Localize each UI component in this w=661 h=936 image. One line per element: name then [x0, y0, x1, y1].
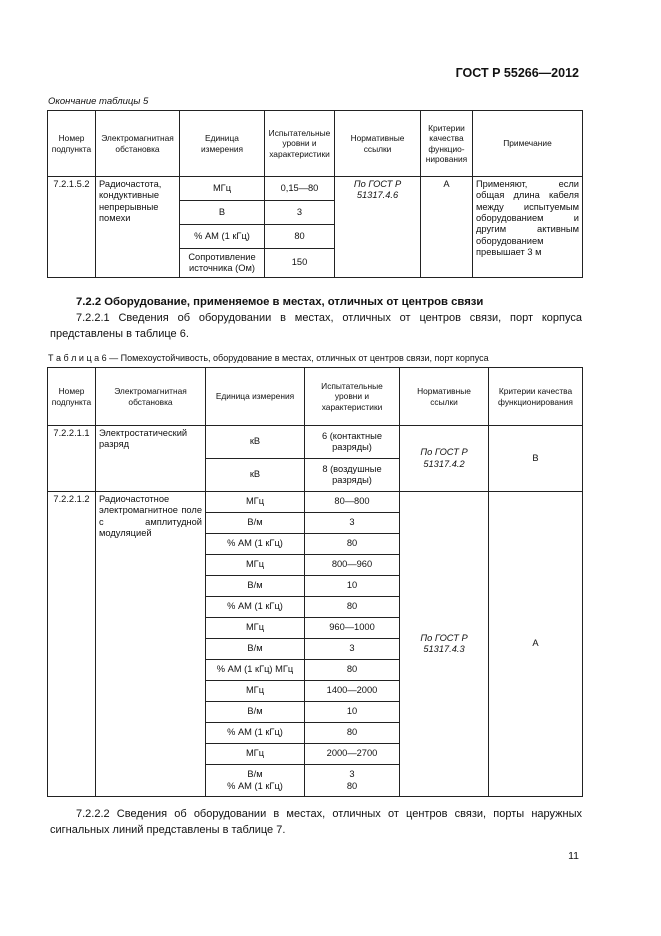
paragraph-7-2-2-2: 7.2.2.2 Сведения об оборудовании в местах, отличных от центров связи, порты наружных сигнальных линий представлены в таблице 7.: [50, 808, 582, 836]
t6-r2-unit: В/м: [206, 576, 305, 597]
table6-caption: Т а б л и ц а 6 — Помехоустойчивость, оборудование в местах, отличных от центров связи, порт корпуса: [48, 353, 489, 363]
t5-level-cell: 0,15—80: [265, 177, 335, 201]
t6-r2-level: 80—800: [305, 492, 400, 513]
t6-r2-unit: МГц: [206, 618, 305, 639]
t5-col-criteria: Критерии качества функцио-нирования: [421, 111, 473, 177]
t5-level-cell: 3: [265, 201, 335, 225]
table5-header-row: [48, 111, 583, 177]
t5-level-cell: 80: [265, 225, 335, 249]
t6-r2-unit: % АМ (1 кГц): [206, 723, 305, 744]
t6-r2-number: 7.2.2.1.2: [48, 492, 96, 797]
t6-r1-unit: кВ: [206, 459, 305, 492]
t5-col-levels: Испытательные уровни и характеристики: [265, 111, 335, 177]
t6-r2-level: 80: [305, 723, 400, 744]
t5-level-cell: 150: [265, 249, 335, 278]
t6-r2-level: 10: [305, 576, 400, 597]
t6-r1-level: 6 (контактные разряды): [305, 426, 400, 459]
t6-col-environment: Электромагнитная обстановка: [96, 368, 206, 426]
t5-reference-cell: По ГОСТ Р 51317.4.6: [335, 177, 421, 278]
t6-r2-level: 800—960: [305, 555, 400, 576]
t5-unit-cell: В: [180, 201, 265, 225]
t6-r1-environment: Электростатический разряд: [96, 426, 206, 492]
table-row: [48, 426, 583, 459]
t6-r1-level: 8 (воздушные разряды): [305, 459, 400, 492]
table5-continuation-label: Окончание таблицы 5: [48, 96, 149, 107]
t6-r2-level: 3: [305, 513, 400, 534]
t5-environment-cell: Радиочастота, кондуктивные непрерывные помехи: [96, 177, 180, 278]
t5-criteria-cell: А: [421, 177, 473, 278]
t6-r1-number: 7.2.2.1.1: [48, 426, 96, 492]
t5-col-environment: Электромагнитная обстановка: [96, 111, 180, 177]
t6-r2-reference: По ГОСТ Р 51317.4.3: [400, 492, 489, 797]
t6-col-levels: Испытательные уровни и характеристики: [305, 368, 400, 426]
page-number: 11: [568, 850, 579, 862]
t6-r2-environment: Радиочастотное электромагнитное поле с амплитудной модуляцией: [96, 492, 206, 797]
t5-col-note: Примечание: [473, 111, 583, 177]
t6-r2-level: 80: [305, 597, 400, 618]
t6-r2-unit: МГц: [206, 492, 305, 513]
t6-r2-level-last-a: 3: [349, 769, 355, 780]
t6-r2-unit-last: [206, 765, 305, 797]
t6-r2-level: 10: [305, 702, 400, 723]
t6-r2-criteria: А: [489, 492, 583, 797]
t6-r2-unit: МГц: [206, 681, 305, 702]
t6-r2-unit-last-a: В/м: [247, 769, 263, 780]
t5-col-unit: Единица измерения: [180, 111, 265, 177]
t6-r2-level-last: [305, 765, 400, 797]
table-5: [47, 110, 583, 278]
t6-r1-unit: кВ: [206, 426, 305, 459]
t6-r2-level: 80: [305, 534, 400, 555]
t5-unit-cell: Сопротивление источника (Ом): [180, 249, 265, 278]
paragraph-7-2-2-1: 7.2.2.1 Сведения об оборудовании в местах, отличных от центров связи, порт корпуса представлены в таблице 6.: [50, 312, 582, 340]
t6-r2-level: 3: [305, 639, 400, 660]
t6-r2-unit: % АМ (1 кГц) МГц: [206, 660, 305, 681]
t6-r2-level-last-b: 80: [346, 780, 358, 791]
table6-header-row: [48, 368, 583, 426]
t6-r2-level: 1400—2000: [305, 681, 400, 702]
t6-col-criteria: Критерии качества функционирования: [489, 368, 583, 426]
t6-r2-level: 2000—2700: [305, 744, 400, 765]
table-6: [47, 367, 583, 797]
t5-col-reference: Нормативные ссылки: [335, 111, 421, 177]
t6-col-unit: Единица измерения: [206, 368, 305, 426]
t6-r2-unit: МГц: [206, 744, 305, 765]
t6-r2-unit-last-b: % АМ (1 кГц): [227, 780, 283, 791]
t5-number-cell: 7.2.1.5.2: [48, 177, 96, 278]
t6-r2-unit: % АМ (1 кГц): [206, 534, 305, 555]
t5-unit-cell: МГц: [180, 177, 265, 201]
t6-r2-unit: МГц: [206, 555, 305, 576]
t6-r2-unit: В/м: [206, 702, 305, 723]
t6-r2-unit: % АМ (1 кГц): [206, 597, 305, 618]
section-heading: 7.2.2 Оборудование, применяемое в местах, отличных от центров связи: [76, 296, 484, 308]
t5-note-cell: Применяют, если общая длина кабеля между испытуемым оборудованием и другим активным оборудованием превышает 3 м: [473, 177, 583, 278]
t6-r1-reference: По ГОСТ Р 51317.4.2: [400, 426, 489, 492]
t6-col-reference: Нормативные ссылки: [400, 368, 489, 426]
document-header: ГОСТ Р 55266—2012: [455, 66, 579, 80]
table-row: [48, 177, 583, 201]
t6-r2-unit: В/м: [206, 513, 305, 534]
t5-col-number: Номер подпункта: [48, 111, 96, 177]
t6-col-number: Номер подпункта: [48, 368, 96, 426]
t6-r1-criteria: В: [489, 426, 583, 492]
t6-r2-level: 80: [305, 660, 400, 681]
t6-r2-level: 960—1000: [305, 618, 400, 639]
t5-unit-cell: % АМ (1 кГц): [180, 225, 265, 249]
table-row: [48, 492, 583, 513]
t6-r2-unit: В/м: [206, 639, 305, 660]
